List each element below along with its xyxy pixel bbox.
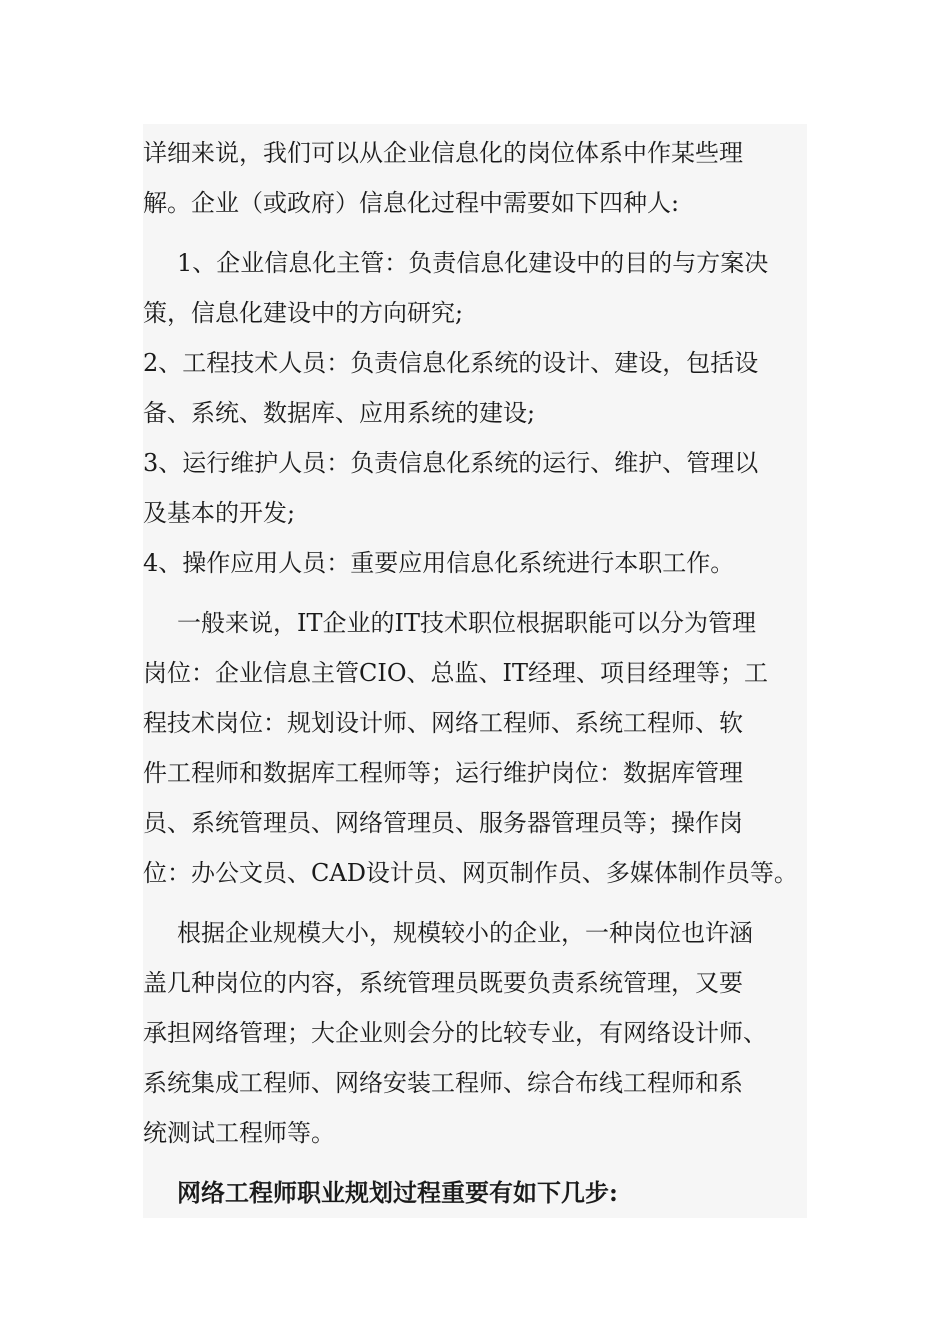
list-item-3-line-2: 及基本的开发; [143, 499, 296, 527]
paragraph-scale-line-3: 承担网络管理；大企业则会分的比较专业，有网络设计师、 [143, 1019, 767, 1047]
paragraph-intro-line-1: 详细来说，我们可以从企业信息化的岗位体系中作某些理 [143, 139, 743, 167]
paragraph-positions-line-1: 一般来说，IT企业的IT技术职位根据职能可以分为管理 [177, 609, 756, 637]
section-heading: 网络工程师职业规划过程重要有如下几步: [177, 1178, 618, 1207]
paragraph-positions-line-3: 程技术岗位：规划设计师、网络工程师、系统工程师、软 [143, 709, 743, 737]
paragraph-scale-line-2: 盖几种岗位的内容，系统管理员既要负责系统管理，又要 [143, 969, 743, 997]
paragraph-positions-line-2: 岗位：企业信息主管CIO、总监、IT经理、项目经理等；工 [143, 659, 769, 687]
paragraph-positions-line-4: 件工程师和数据库工程师等；运行维护岗位：数据库管理 [143, 759, 743, 787]
list-item-2-line-1: 2、工程技术人员：负责信息化系统的设计、建设，包括设 [143, 349, 759, 377]
paragraph-intro-line-2: 解。企业（或政府）信息化过程中需要如下四种人: [143, 189, 680, 217]
paragraph-scale-line-4: 系统集成工程师、网络安装工程师、综合布线工程师和系 [143, 1069, 743, 1097]
paragraph-scale-line-1: 根据企业规模大小，规模较小的企业，一种岗位也许涵 [177, 919, 753, 947]
paragraph-positions-line-6: 位：办公文员、CAD设计员、网页制作员、多媒体制作员等。 [143, 859, 798, 887]
list-item-3-line-1: 3、运行维护人员：负责信息化系统的运行、维护、管理以 [143, 449, 759, 477]
paragraph-scale-line-5: 统测试工程师等。 [143, 1119, 335, 1147]
list-item-4-line-1: 4、操作应用人员：重要应用信息化系统进行本职工作。 [143, 549, 735, 577]
list-item-2-line-2: 备、系统、数据库、应用系统的建设; [143, 399, 536, 427]
paragraph-positions-line-5: 员、系统管理员、网络管理员、服务器管理员等；操作岗 [143, 809, 743, 837]
list-item-1-line-1: 1、企业信息化主管：负责信息化建设中的目的与方案决 [177, 249, 769, 277]
document-page [143, 124, 807, 1218]
list-item-1-line-2: 策，信息化建设中的方向研究; [143, 299, 464, 327]
